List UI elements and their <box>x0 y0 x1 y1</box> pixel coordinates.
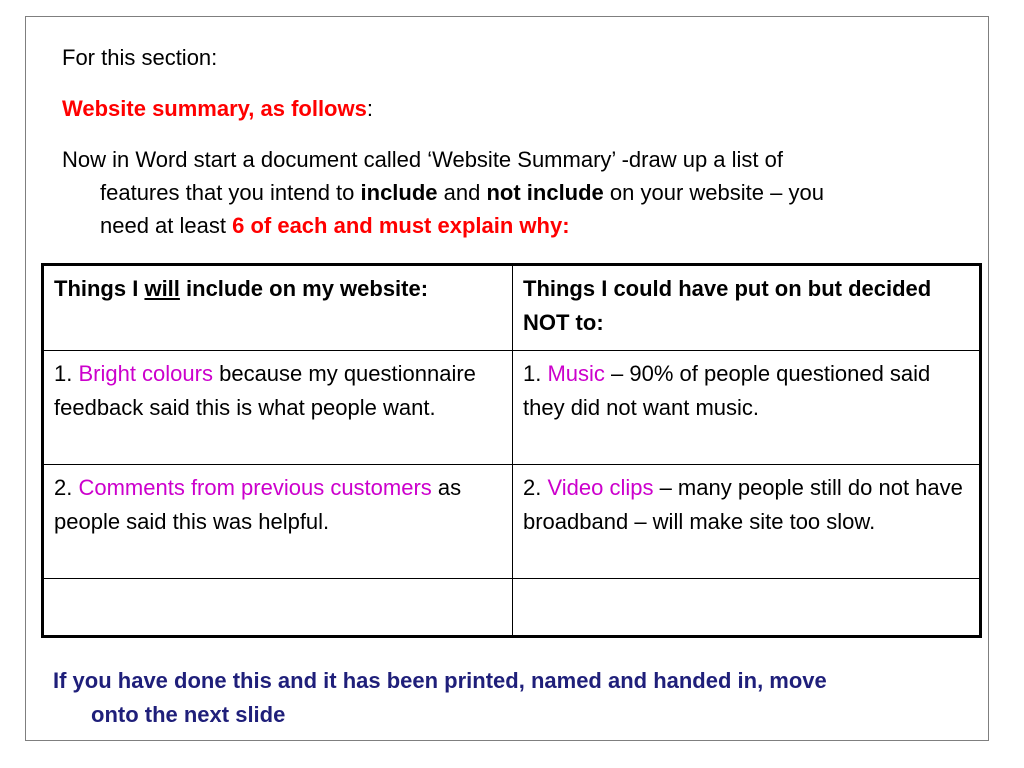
item-reason: because my questionnaire feedback said this is what people want. <box>54 361 476 420</box>
instruction-line-1: Now in Word start a document called ‘Website Summary’ -draw up a list of <box>62 147 783 172</box>
item-number: 2. <box>54 475 79 500</box>
item-number: 1. <box>54 361 79 386</box>
item-highlight: Video clips <box>547 475 654 500</box>
table-header-row <box>43 265 981 351</box>
not-include-word: not include <box>486 180 604 205</box>
instruction-line-2 <box>100 176 824 209</box>
instruction-text: and <box>437 180 487 205</box>
include-word: include <box>360 180 438 205</box>
header-not-include: Things I could have put on but decided NOT to: <box>513 265 981 351</box>
header-will-include <box>43 265 513 351</box>
features-table <box>41 263 982 638</box>
table-cell <box>513 351 981 465</box>
item-reason: as people said this was helpful. <box>54 475 462 534</box>
header-text: Things I <box>54 276 145 301</box>
will-underlined: will <box>144 276 180 301</box>
footer-line-2: onto the next slide <box>91 702 286 727</box>
requirement-text: 6 of each and must explain why: <box>232 213 570 238</box>
summary-colon: : <box>366 96 373 121</box>
instruction-text: features that you intend to <box>100 180 361 205</box>
table-cell <box>513 465 981 579</box>
item-highlight: Music <box>547 361 605 386</box>
item-reason: – 90% of people questioned said they did not want music. <box>523 361 931 420</box>
table-cell-empty <box>513 579 981 637</box>
item-number: 2. <box>523 475 548 500</box>
table-row-empty <box>43 579 981 637</box>
item-highlight: Bright colours <box>78 361 213 386</box>
table-cell-empty <box>43 579 513 637</box>
item-highlight: Comments from previous customers <box>78 475 432 500</box>
instruction-text: on your website – you <box>603 180 824 205</box>
section-label: For this section: <box>62 45 218 70</box>
table-cell <box>43 465 513 579</box>
table-cell <box>43 351 513 465</box>
header-text: include on my website: <box>179 276 429 301</box>
item-number: 1. <box>523 361 548 386</box>
item-reason: – many people still do not have broadband – will make site too slow. <box>523 475 963 534</box>
instruction-text: need at least <box>100 213 233 238</box>
table-row <box>43 351 981 465</box>
table-row <box>43 465 981 579</box>
instruction-line-3 <box>100 209 570 242</box>
summary-heading-line <box>62 92 373 125</box>
summary-heading: Website summary, as follows <box>62 96 367 121</box>
footer-line-1: If you have done this and it has been printed, named and handed in, move <box>53 668 827 693</box>
